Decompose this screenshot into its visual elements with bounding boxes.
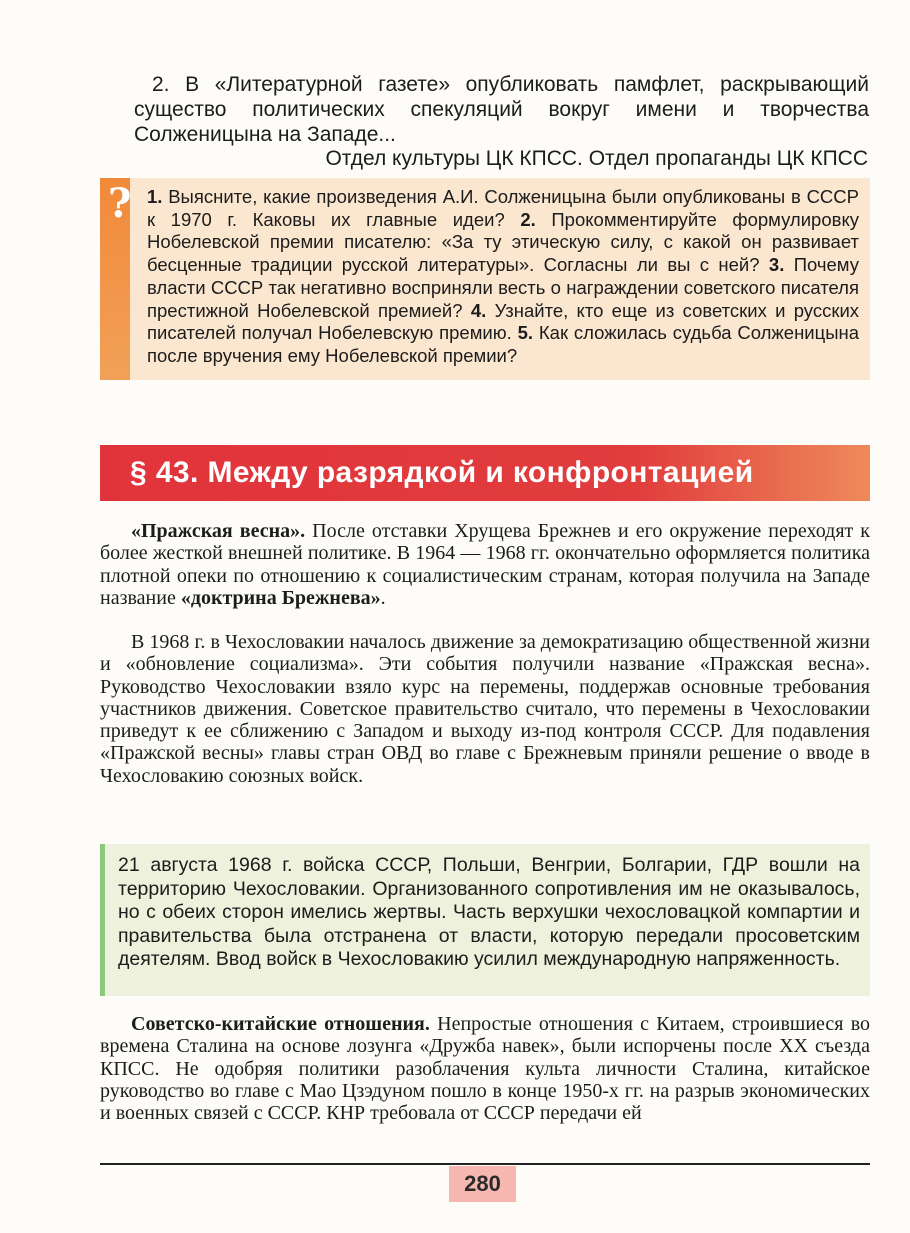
quote-text: 2. В «Литературной газете» опубликовать памфлет, раскрывающий существо политических спекуляций вокруг имени и творчества Солженицына на Западе... [134, 73, 869, 146]
p3-lead: Советско-китайские отношения. [131, 1013, 430, 1035]
paragraph-soviet-chinese [100, 1013, 870, 1124]
q2-number: 2. [520, 208, 536, 230]
section-title: § 43. Между разрядкой и конфронтацией [130, 456, 754, 489]
q5-number: 5. [517, 322, 534, 344]
q3-number: 3. [768, 254, 785, 276]
p1-lead: «Пражская весна». [131, 520, 306, 542]
fact-box [100, 844, 870, 996]
p1-text: После отставки Хрущева Брежнев и его окружение переходят к более жесткой внешней политике. В 1964 — 1968 гг. окончательно оформляется политика плотной опеки по отношению к социалистическим странам, которая получила на Западе название [100, 520, 871, 609]
fact-text: 21 августа 1968 г. войска СССР, Польши, Венгрии, Болгарии, ГДР вошли на территорию Чехословакии. Организованного сопротивления им не оказывалось, но с обеих сторон имелись жертвы. Часть верхушки чехословацкой компартии и правительства была отстранена от власти, которую передали просоветским деятелям. Ввод войск в Чехословакию усилил международную напряженность. [118, 854, 860, 970]
paragraph-prague-spring [100, 520, 870, 609]
question-mark-icon: ? [108, 180, 132, 227]
paragraph-czechoslovakia: В 1968 г. в Чехословакии началось движение за демократизацию общественной жизни и «обновление социализма». Эти события получили название «Пражская весна». Руководство Чехословакии взяло курс на перемены, поддержав основные требования участников движения. Советское правительство считало, что перемены в Чехословакии приведут к ее сближению с Западом и выходу из-под контроля СССР. Для подавления «Пражской весны» главы стран ОВД во главе с Брежневым приняли решение о вводе в Чехословакию союзных войск. [100, 631, 870, 787]
questions-box [100, 178, 870, 380]
q4-text: Узнайте, кто еще из советских и русских писателей получал Нобелевскую премию. [147, 299, 860, 344]
q5-text: Как сложилась судьба Солженицына после вручения ему Нобелевской премии? [147, 322, 860, 366]
q1-number: 1. [147, 186, 163, 207]
section-heading [100, 445, 870, 501]
p1-end: . [380, 586, 386, 609]
q3-text: Почему власти СССР так негативно восприняли весть о награждении советского писателя престижной Нобелевской премией? [147, 254, 859, 321]
p1-term: «доктрина Брежнева» [180, 586, 381, 609]
q1-text: Выясните, какие произведения А.И. Солженицына были опубликованы в СССР к 1970 г. Каковы их главные идеи? [147, 186, 859, 230]
p3-text: Непростые отношения с Китаем, строившиеся во времена Сталина на основе лозунга «Дружба навек», были испорчены после XX съезда КПСС. Не одобряя политики разоблачения культа личности Сталина, китайское руководство во главе с Мао Цзэдуном пошло в конце 1950-х гг. на разрыв экономических и военных связей с СССР. КНР требовала от СССР передачи ей [100, 1013, 871, 1125]
fact-box-bar [100, 844, 105, 996]
questions-text [147, 186, 859, 368]
footer-rule [100, 1163, 870, 1165]
q4-number: 4. [470, 299, 487, 321]
q2-text: Прокомментируйте формулировку Нобелевской премии писателю: «За ту этическую силу, с какой он развивает бесценные традиции русской литературы». Согласны ли вы с ней? [147, 208, 860, 276]
quote-source: Отдел культуры ЦК КПСС. Отдел пропаганды ЦК КПСС [325, 147, 868, 170]
page-number: 280 [449, 1166, 516, 1202]
